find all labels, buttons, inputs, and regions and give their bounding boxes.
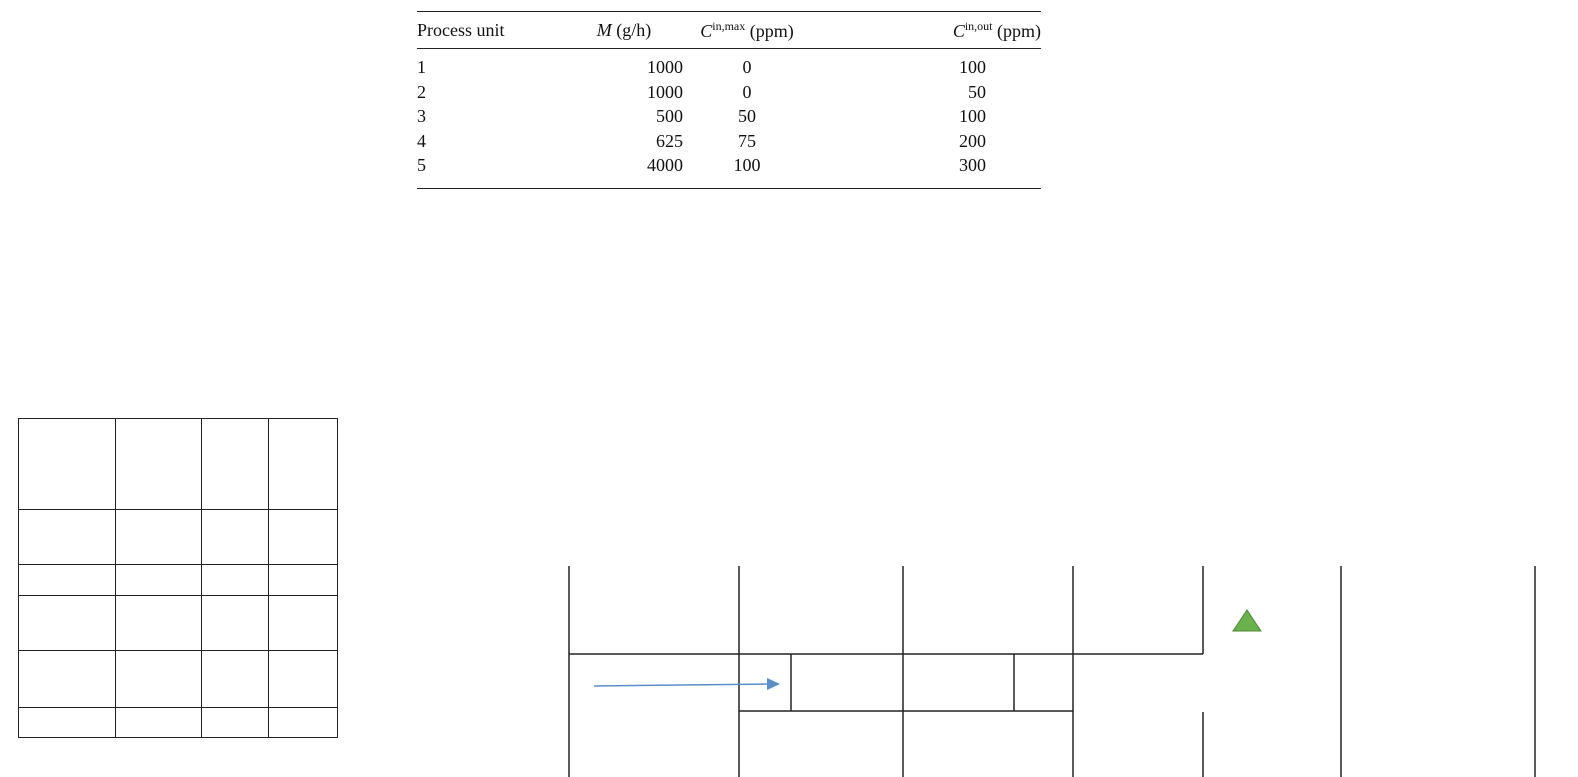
table-row	[417, 104, 1041, 129]
grid-cell	[269, 651, 338, 708]
grid-cell	[202, 419, 269, 510]
cell-unit: 3	[417, 106, 426, 126]
grid-cell	[269, 565, 338, 596]
cell-cin-out: 50	[968, 81, 986, 102]
grid-cell	[202, 708, 269, 738]
grid-cell	[19, 708, 116, 738]
cell-unit: 2	[417, 81, 426, 102]
table-row	[417, 80, 1041, 105]
grid-cell	[202, 596, 269, 651]
table-row	[417, 153, 1041, 188]
cell-cin-max: 0	[742, 57, 752, 77]
table-row	[417, 49, 1041, 80]
grid-cell	[269, 510, 338, 565]
cell-m: 625	[656, 130, 683, 151]
cell-cin-out: 100	[959, 106, 986, 126]
cell-cin-max: 0	[742, 81, 752, 102]
cell-cin-out: 200	[959, 130, 986, 151]
grid-row	[19, 651, 338, 708]
cell-m: 1000	[647, 57, 683, 77]
up-triangle-icon	[1233, 610, 1261, 631]
cell-cin-max: 100	[733, 155, 761, 175]
grid-cell	[19, 565, 116, 596]
grid-cell	[19, 651, 116, 708]
cell-m: 500	[656, 106, 683, 126]
cell-cin-max: 75	[738, 130, 756, 151]
cell-unit: 5	[417, 155, 426, 175]
header-process-unit: Process unit	[417, 19, 505, 40]
table-header-row	[417, 12, 1041, 49]
grid-row	[19, 708, 338, 738]
grid-cell	[116, 510, 202, 565]
header-cin-max: $C^{in,max}$ (ppm)	[700, 18, 794, 41]
diagram-lines	[569, 566, 1535, 777]
cell-unit: 1	[417, 57, 426, 77]
grid-cell	[202, 651, 269, 708]
grid-cell	[202, 510, 269, 565]
grid-cell	[19, 419, 116, 510]
grid-cell	[269, 596, 338, 651]
cell-unit: 4	[417, 130, 426, 151]
grid-cell	[116, 708, 202, 738]
grid-row	[19, 419, 338, 510]
grid-row	[19, 565, 338, 596]
grid-cell	[116, 419, 202, 510]
grid-row	[19, 596, 338, 651]
grid-cell	[269, 708, 338, 738]
cell-m: 1000	[647, 81, 683, 102]
grid-cell	[269, 419, 338, 510]
table-row	[417, 129, 1041, 154]
grid-cell	[116, 651, 202, 708]
cell-cin-out: 100	[959, 57, 986, 77]
cell-m: 4000	[647, 155, 683, 175]
cell-cin-max: 50	[738, 106, 756, 126]
grid-row	[19, 510, 338, 565]
grid-cell	[116, 565, 202, 596]
process-data-table	[417, 11, 1041, 189]
header-cin-out: $C^{in,out}$ (ppm)	[952, 18, 1041, 41]
grid-cell	[116, 596, 202, 651]
grid-cell	[19, 510, 116, 565]
empty-grid-table	[18, 418, 338, 738]
header-m: M (g/h)	[596, 19, 652, 40]
grid-cell	[19, 596, 116, 651]
right-arrow-icon	[594, 678, 780, 690]
grid-cell	[202, 565, 269, 596]
cell-cin-out: 300	[959, 155, 986, 175]
